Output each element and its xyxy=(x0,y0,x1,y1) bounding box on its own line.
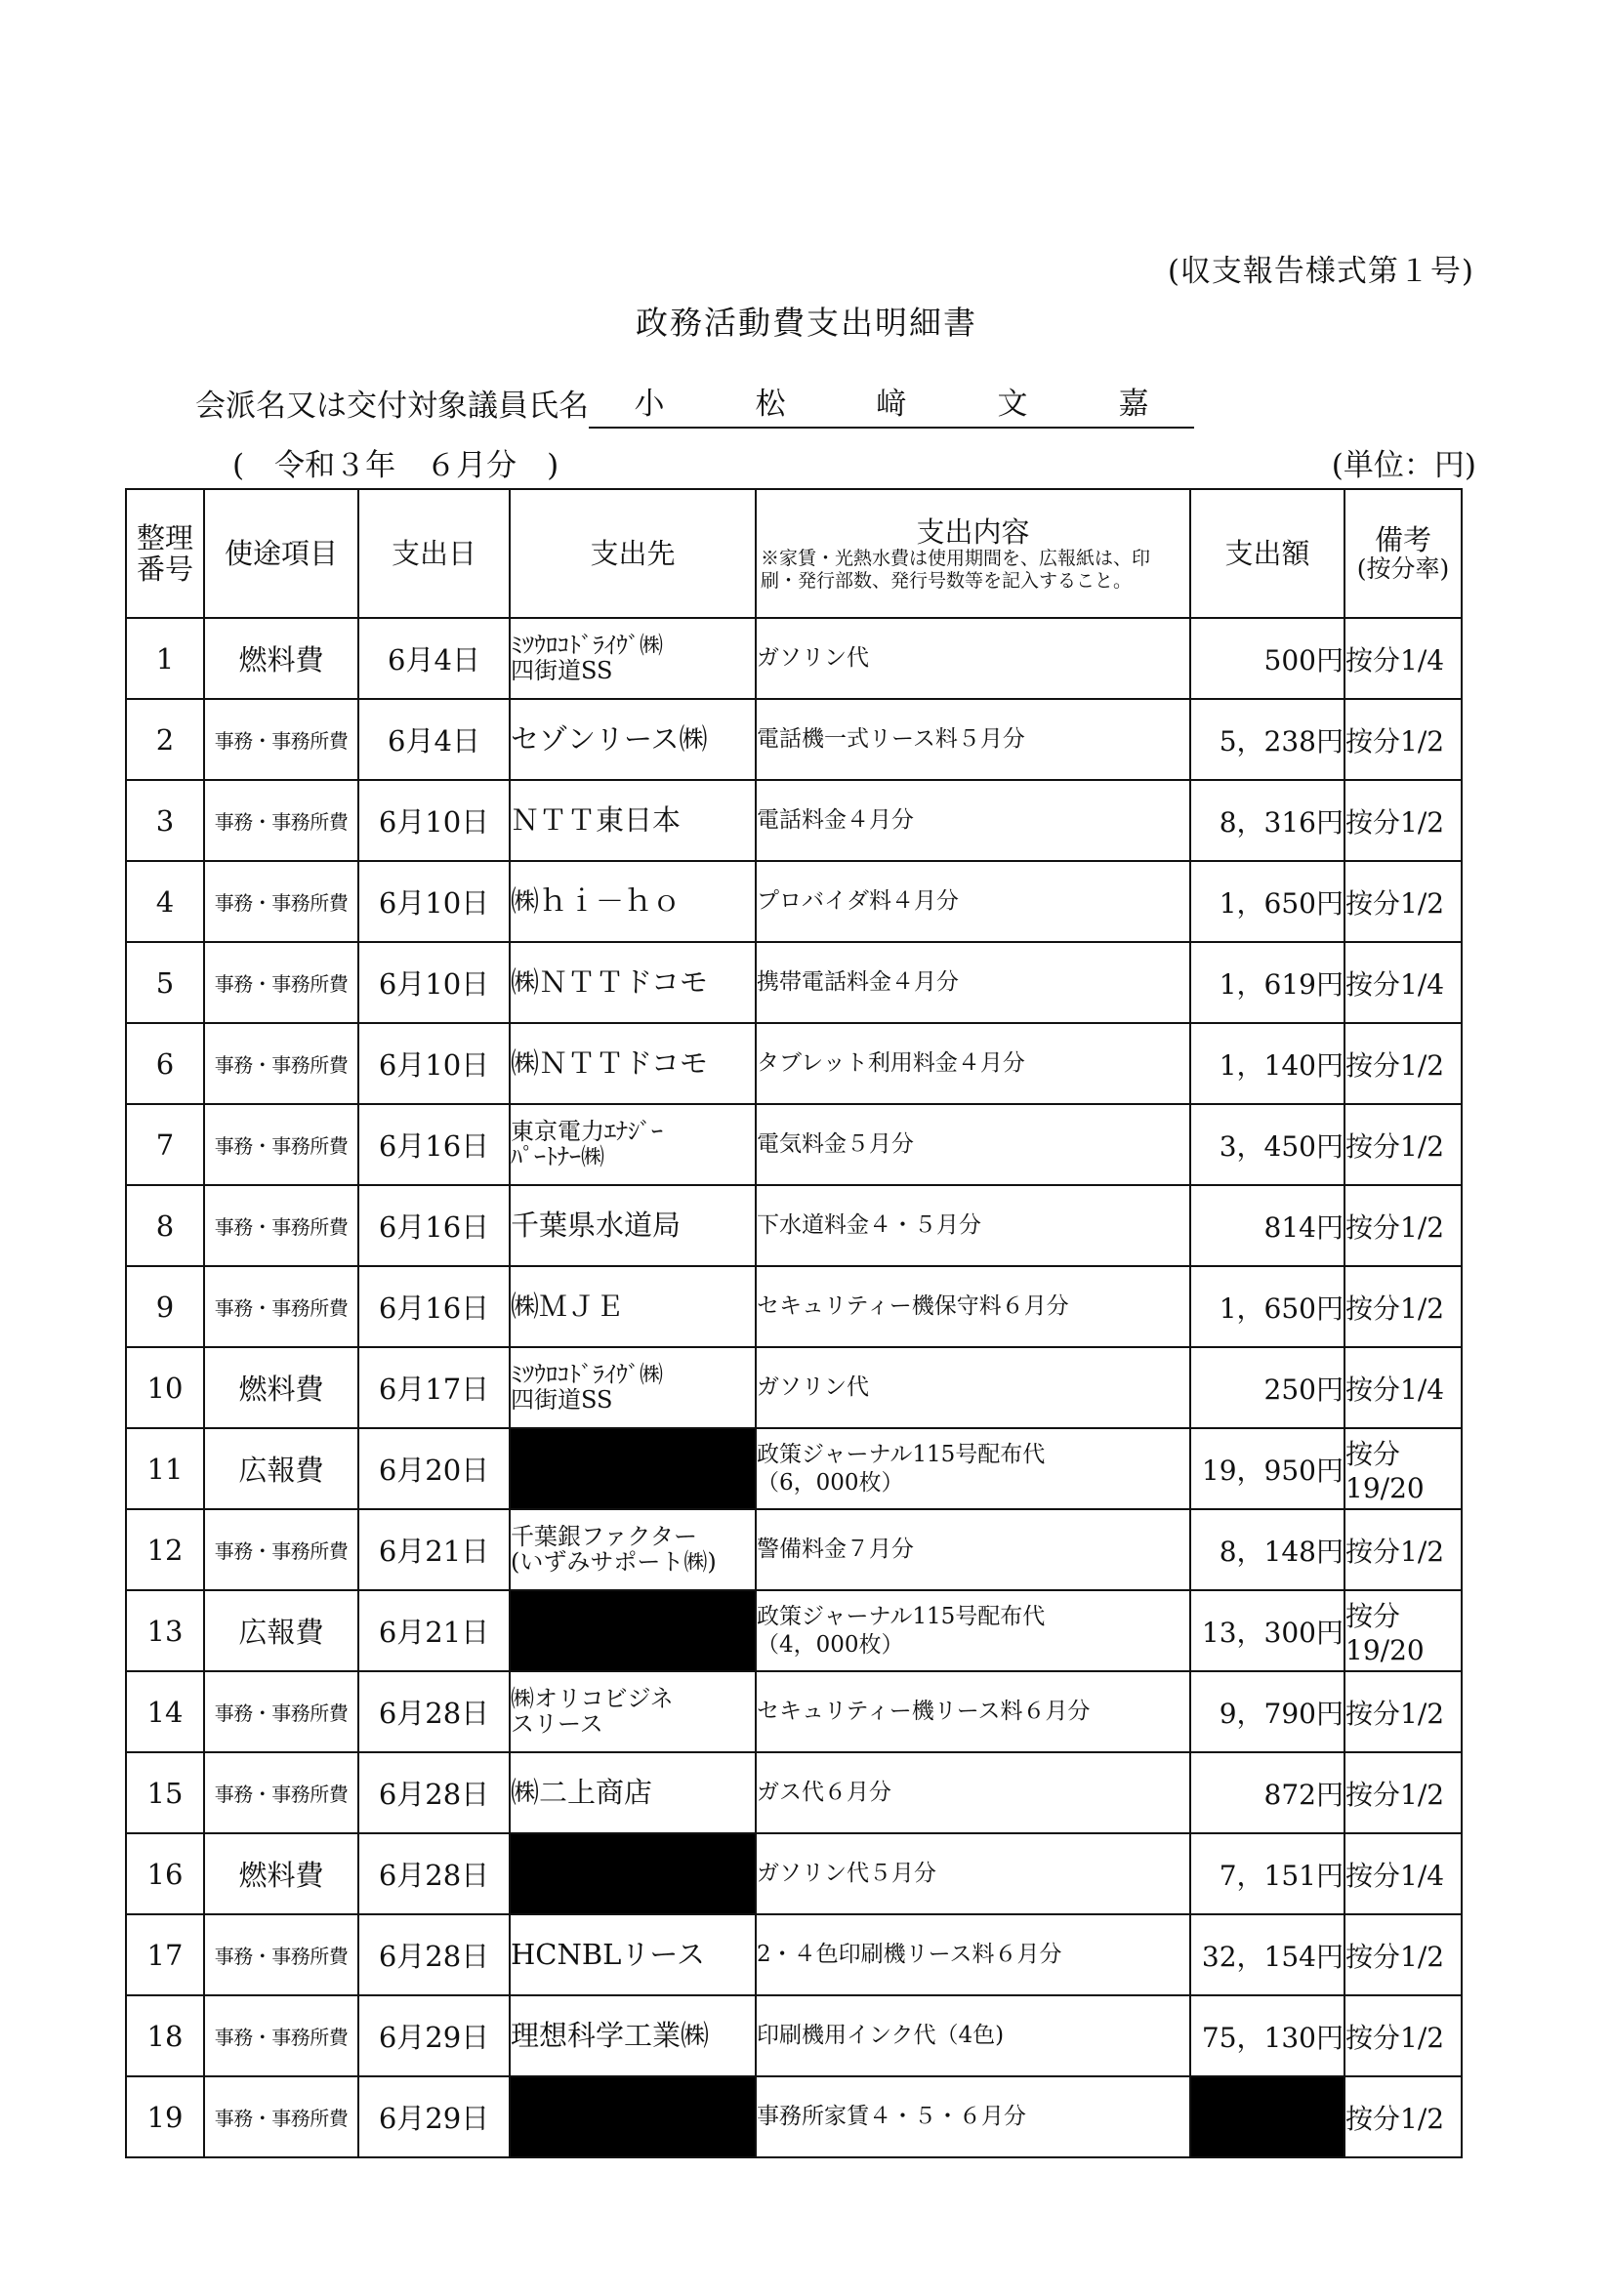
row-payee-line: 千葉県水道局 xyxy=(511,1209,682,1243)
row-remark: 按分1/2 xyxy=(1344,2076,1462,2157)
row-category: 事務・事務所費 xyxy=(204,699,358,780)
row-payee-line: ﾐﾂｳﾛｺﾄﾞﾗｲｳﾞ㈱ xyxy=(511,1361,663,1389)
row-content-line: 電話料金４月分 xyxy=(757,807,914,834)
row-content-line: 携帯電話料金４月分 xyxy=(757,969,959,996)
row-payee xyxy=(510,618,756,699)
row-content xyxy=(756,1671,1190,1752)
row-number: 4 xyxy=(126,861,204,942)
row-payee-line: ㈱ＮＴＴドコモ xyxy=(511,965,708,1000)
row-number: 19 xyxy=(126,2076,204,2157)
row-amount: 8，316円 xyxy=(1190,780,1344,861)
row-amount: 814円 xyxy=(1190,1185,1344,1266)
header-category: 使途項目 xyxy=(204,489,358,618)
member-name-char: 﨑 xyxy=(876,387,907,422)
row-number: 3 xyxy=(126,780,204,861)
row-content xyxy=(756,1023,1190,1104)
row-number: 17 xyxy=(126,1914,204,1995)
row-content xyxy=(756,1428,1190,1509)
table-row xyxy=(126,1671,1462,1752)
row-content xyxy=(756,1185,1190,1266)
row-payee-line: ＮＴＴ東日本 xyxy=(511,803,682,838)
row-content-line: 政策ジャーナル115号配布代 xyxy=(757,1603,1046,1629)
table-row xyxy=(126,1266,1462,1347)
row-remark: 按分1/2 xyxy=(1344,1509,1462,1590)
row-category: 事務・事務所費 xyxy=(204,1752,358,1833)
header-payee: 支出先 xyxy=(510,489,756,618)
redacted-payee xyxy=(510,1833,756,1914)
row-payee xyxy=(510,861,756,942)
table-row xyxy=(126,1104,1462,1185)
member-label: 会派名又は交付対象議員氏名 xyxy=(195,389,589,424)
row-payee xyxy=(510,942,756,1023)
row-remark: 按分1/2 xyxy=(1344,1104,1462,1185)
row-number: 14 xyxy=(126,1671,204,1752)
row-content xyxy=(756,618,1190,699)
row-amount: 7，151円 xyxy=(1190,1833,1344,1914)
row-number: 8 xyxy=(126,1185,204,1266)
row-payee-line: 四街道SS xyxy=(511,1385,613,1414)
row-content xyxy=(756,780,1190,861)
row-payee xyxy=(510,1914,756,1995)
row-date: 6月28日 xyxy=(358,1833,510,1914)
header-remark xyxy=(1344,489,1462,618)
row-remark: 按分1/2 xyxy=(1344,861,1462,942)
row-content-line: ガス代６月分 xyxy=(757,1780,891,1806)
row-content xyxy=(756,1914,1190,1995)
row-number: 16 xyxy=(126,1833,204,1914)
row-payee xyxy=(510,1347,756,1428)
row-date: 6月16日 xyxy=(358,1104,510,1185)
row-payee-line: ﾐﾂｳﾛｺﾄﾞﾗｲｳﾞ㈱ xyxy=(511,632,663,660)
row-date: 6月29日 xyxy=(358,2076,510,2157)
row-payee xyxy=(510,1752,756,1833)
member-name-char: 小 xyxy=(634,387,665,422)
member-name-char: 文 xyxy=(997,387,1028,422)
row-content-line: プロバイダ料４月分 xyxy=(757,888,959,915)
row-content-line: 警備料金７月分 xyxy=(757,1537,914,1563)
row-amount: 872円 xyxy=(1190,1752,1344,1833)
row-content-line: ガソリン代 xyxy=(757,645,869,672)
row-content-line: 下水道料金４・５月分 xyxy=(757,1212,981,1239)
row-content-line: ガソリン代５月分 xyxy=(757,1861,936,1887)
row-content-line: （4，000枚） xyxy=(757,1631,904,1658)
row-payee-line: HCNBLリース xyxy=(511,1938,705,1972)
row-remark: 按分1/4 xyxy=(1344,1833,1462,1914)
row-category: 事務・事務所費 xyxy=(204,861,358,942)
row-date: 6月10日 xyxy=(358,861,510,942)
row-payee xyxy=(510,1185,756,1266)
redacted-amount xyxy=(1190,2076,1344,2157)
header-date: 支出日 xyxy=(358,489,510,618)
row-content xyxy=(756,1833,1190,1914)
row-number: 2 xyxy=(126,699,204,780)
table-row xyxy=(126,699,1462,780)
table-body xyxy=(126,618,1462,2157)
member-row xyxy=(195,386,1194,429)
row-category: 広報費 xyxy=(204,1590,358,1671)
header-no-line: 番号 xyxy=(136,553,193,586)
table-row xyxy=(126,618,1462,699)
row-date: 6月28日 xyxy=(358,1671,510,1752)
row-content xyxy=(756,2076,1190,2157)
row-remark: 按分1/2 xyxy=(1344,1914,1462,1995)
row-remark: 按分1/2 xyxy=(1344,1266,1462,1347)
row-content xyxy=(756,1266,1190,1347)
row-number: 7 xyxy=(126,1104,204,1185)
table-row xyxy=(126,1833,1462,1914)
row-content-line: 電気料金５月分 xyxy=(757,1131,914,1158)
row-payee xyxy=(510,1104,756,1185)
row-amount: 1，650円 xyxy=(1190,1266,1344,1347)
row-remark: 按分1/2 xyxy=(1344,1671,1462,1752)
row-category: 事務・事務所費 xyxy=(204,2076,358,2157)
row-content xyxy=(756,1347,1190,1428)
header-row xyxy=(126,489,1462,618)
row-date: 6月17日 xyxy=(358,1347,510,1428)
row-category: 燃料費 xyxy=(204,618,358,699)
row-date: 6月10日 xyxy=(358,1023,510,1104)
row-amount: 250円 xyxy=(1190,1347,1344,1428)
row-category: 広報費 xyxy=(204,1428,358,1509)
row-payee xyxy=(510,699,756,780)
row-number: 18 xyxy=(126,1995,204,2076)
row-content-line: 政策ジャーナル115号配布代 xyxy=(757,1441,1046,1467)
row-payee-line: ㈱ＭＪＥ xyxy=(511,1290,625,1324)
row-remark: 按分1/2 xyxy=(1344,1752,1462,1833)
row-amount: 9，790円 xyxy=(1190,1671,1344,1752)
row-amount: 3，450円 xyxy=(1190,1104,1344,1185)
row-payee xyxy=(510,1671,756,1752)
table-row xyxy=(126,1185,1462,1266)
row-amount: 1，140円 xyxy=(1190,1023,1344,1104)
period: ( 令和３年 ６月分 ) xyxy=(232,448,559,483)
row-number: 10 xyxy=(126,1347,204,1428)
row-payee-line: スリース xyxy=(511,1709,603,1738)
document-title: 政務活動費支出明細書 xyxy=(636,304,977,342)
row-remark: 按分19/20 xyxy=(1344,1590,1462,1671)
row-date: 6月20日 xyxy=(358,1428,510,1509)
table-row xyxy=(126,1023,1462,1104)
row-category: 事務・事務所費 xyxy=(204,1995,358,2076)
row-date: 6月28日 xyxy=(358,1914,510,1995)
row-number: 1 xyxy=(126,618,204,699)
row-amount: 13，300円 xyxy=(1190,1590,1344,1671)
row-date: 6月10日 xyxy=(358,942,510,1023)
row-amount: 8，148円 xyxy=(1190,1509,1344,1590)
row-category: 燃料費 xyxy=(204,1347,358,1428)
row-content xyxy=(756,1752,1190,1833)
header-no xyxy=(126,489,204,618)
row-payee-line: ﾊﾟｰﾄﾅｰ㈱ xyxy=(511,1142,604,1170)
row-content-line: 事務所家賃４・５・６月分 xyxy=(757,2104,1026,2130)
row-number: 11 xyxy=(126,1428,204,1509)
row-number: 13 xyxy=(126,1590,204,1671)
row-amount: 1，650円 xyxy=(1190,861,1344,942)
row-content xyxy=(756,1995,1190,2076)
row-number: 9 xyxy=(126,1266,204,1347)
row-number: 5 xyxy=(126,942,204,1023)
table-row xyxy=(126,1509,1462,1590)
unit-label: (単位：円) xyxy=(1331,448,1476,483)
header-content-title: 支出内容 xyxy=(916,514,1030,549)
redacted-payee xyxy=(510,1428,756,1509)
table-row xyxy=(126,1995,1462,2076)
row-remark: 按分1/4 xyxy=(1344,942,1462,1023)
row-category: 事務・事務所費 xyxy=(204,1671,358,1752)
row-remark: 按分1/4 xyxy=(1344,1347,1462,1428)
row-number: 6 xyxy=(126,1023,204,1104)
table-row xyxy=(126,942,1462,1023)
row-payee xyxy=(510,1509,756,1590)
row-payee-line: ㈱二上商店 xyxy=(511,1776,653,1810)
row-remark: 按分1/2 xyxy=(1344,1185,1462,1266)
row-number: 15 xyxy=(126,1752,204,1833)
row-payee xyxy=(510,1266,756,1347)
table-row xyxy=(126,1752,1462,1833)
header-content-note: ※家賃・光熱水費は使用期間を、広報紙は、印刷・発行部数、発行号数等を記入すること。 xyxy=(761,548,1151,593)
row-date: 6月28日 xyxy=(358,1752,510,1833)
row-date: 6月29日 xyxy=(358,1995,510,2076)
row-category: 事務・事務所費 xyxy=(204,942,358,1023)
row-payee-line: ㈱オリコビジネ xyxy=(511,1685,674,1713)
table-row xyxy=(126,1428,1462,1509)
row-amount: 5，238円 xyxy=(1190,699,1344,780)
row-date: 6月16日 xyxy=(358,1185,510,1266)
row-payee-line: ㈱ＮＴＴドコモ xyxy=(511,1046,708,1081)
row-content xyxy=(756,1590,1190,1671)
row-content-line: 印刷機用インク代（4色) xyxy=(757,2023,1005,2049)
row-number: 12 xyxy=(126,1509,204,1590)
row-date: 6月21日 xyxy=(358,1509,510,1590)
row-date: 6月4日 xyxy=(358,699,510,780)
row-category: 事務・事務所費 xyxy=(204,1104,358,1185)
redacted-payee xyxy=(510,2076,756,2157)
row-content-line: ガソリン代 xyxy=(757,1374,869,1401)
row-payee xyxy=(510,1023,756,1104)
row-date: 6月4日 xyxy=(358,618,510,699)
row-date: 6月10日 xyxy=(358,780,510,861)
expense-table xyxy=(125,488,1463,2158)
member-name xyxy=(589,379,1194,429)
row-remark: 按分1/2 xyxy=(1344,699,1462,780)
row-content-line: （6，000枚） xyxy=(757,1469,904,1496)
row-payee-line: セゾンリース㈱ xyxy=(511,722,708,757)
row-category: 事務・事務所費 xyxy=(204,1914,358,1995)
row-amount: 1，619円 xyxy=(1190,942,1344,1023)
row-category: 事務・事務所費 xyxy=(204,1023,358,1104)
table-row xyxy=(126,861,1462,942)
row-content-line: 2・４色印刷機リース料６月分 xyxy=(757,1942,1062,1968)
header-content xyxy=(756,489,1190,618)
redacted-payee xyxy=(510,1590,756,1671)
table-row xyxy=(126,1914,1462,1995)
row-date: 6月16日 xyxy=(358,1266,510,1347)
row-payee xyxy=(510,1995,756,2076)
row-payee xyxy=(510,780,756,861)
row-remark: 按分1/2 xyxy=(1344,780,1462,861)
row-content xyxy=(756,1104,1190,1185)
row-amount: 500円 xyxy=(1190,618,1344,699)
row-payee-line: (いずみサポート㈱) xyxy=(511,1547,717,1576)
row-content xyxy=(756,942,1190,1023)
header-no-line: 整理 xyxy=(136,520,193,554)
row-category: 事務・事務所費 xyxy=(204,1266,358,1347)
row-remark: 按分19/20 xyxy=(1344,1428,1462,1509)
row-payee-line: ㈱ｈｉ－ｈｏ xyxy=(511,884,682,919)
row-amount: 75，130円 xyxy=(1190,1995,1344,2076)
row-content-line: 電話機一式リース料５月分 xyxy=(757,726,1025,753)
row-remark: 按分1/4 xyxy=(1344,618,1462,699)
form-number: (収支報告様式第１号) xyxy=(1167,254,1474,289)
table-row xyxy=(126,2076,1462,2157)
table-row xyxy=(126,780,1462,861)
row-content-line: タブレット利用料金４月分 xyxy=(757,1050,1025,1077)
header-remark-sub: (按分率) xyxy=(1356,554,1450,584)
row-category: 事務・事務所費 xyxy=(204,1185,358,1266)
row-payee-line: 四街道SS xyxy=(511,656,613,684)
header-remark-title: 備考 xyxy=(1374,522,1431,556)
row-date: 6月21日 xyxy=(358,1590,510,1671)
row-category: 事務・事務所費 xyxy=(204,1509,358,1590)
row-content xyxy=(756,861,1190,942)
member-name-char: 松 xyxy=(755,387,786,422)
row-remark: 按分1/2 xyxy=(1344,1995,1462,2076)
table-row xyxy=(126,1590,1462,1671)
row-payee-line: 理想科学工業㈱ xyxy=(511,2019,710,2053)
table-row xyxy=(126,1347,1462,1428)
row-amount: 19，950円 xyxy=(1190,1428,1344,1509)
row-remark: 按分1/2 xyxy=(1344,1023,1462,1104)
member-name-char: 嘉 xyxy=(1118,387,1149,422)
row-content-line: セキュリティー機リース料６月分 xyxy=(757,1699,1091,1725)
header-amount: 支出額 xyxy=(1190,489,1344,618)
row-amount: 32，154円 xyxy=(1190,1914,1344,1995)
row-content-line: セキュリティー機保守料６月分 xyxy=(757,1293,1069,1320)
row-content xyxy=(756,699,1190,780)
row-payee-line: 千葉銀ファクター xyxy=(511,1523,698,1551)
table-header xyxy=(126,489,1462,618)
row-content xyxy=(756,1509,1190,1590)
row-category: 燃料費 xyxy=(204,1833,358,1914)
row-category: 事務・事務所費 xyxy=(204,780,358,861)
row-payee-line: 東京電力ｴﾅｼﾞｰ xyxy=(511,1118,663,1146)
